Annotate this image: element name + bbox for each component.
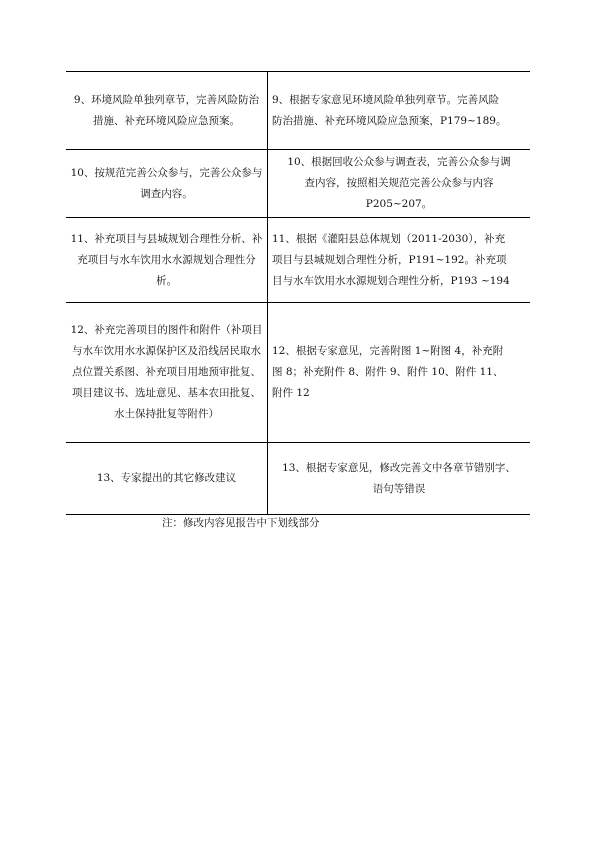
- footnote: 注：修改内容见报告中下划线部分: [162, 517, 320, 529]
- response-line: 目与水车饮用水水源规划合理性分析，P193 ~194: [272, 274, 510, 287]
- table-row: [66, 303, 530, 443]
- table-row: [66, 218, 530, 303]
- table-row: [66, 150, 530, 218]
- expert-opinion-cell: 13、专家提出的其它修改建议: [66, 443, 268, 515]
- expert-opinion-cell: 11、补充项目与县城规划合理性分析、补充项目与水车饮用水水源规划合理性分析。: [66, 218, 268, 303]
- response-line: P205~207。: [365, 198, 433, 210]
- expert-opinion-cell: 9、环境风险单独列章节，完善风险防治措施、补充环境风险应急预案。: [66, 72, 268, 150]
- response-line: 防治措施、补充环境风险应急预案，P179~189。: [272, 114, 507, 127]
- response-line: 图 8；补充附件 8、附件 9、附件 10、附件 11、: [272, 366, 504, 378]
- response-line: 查内容，按照相关规范完善公众参与内容: [304, 177, 494, 189]
- response-line: 项目与县城规划合理性分析，P191~192。补充项: [272, 253, 507, 266]
- expert-opinion-cell: 10、按规范完善公众参与，完善公众参与调查内容。: [66, 150, 268, 218]
- table-row: [66, 72, 530, 150]
- response-line: 12、根据专家意见，完善附图 1~附图 4，补充附: [272, 345, 504, 357]
- response-line: 附件 12: [272, 387, 310, 399]
- response-line: 11、根据《灌阳县总体规划（2011-2030），补充: [272, 232, 506, 245]
- revision-response-cell: [268, 303, 531, 443]
- revision-table: [66, 71, 530, 515]
- response-line: 9、根据专家意见环境风险单独列章节。完善风险: [272, 93, 500, 106]
- response-line: 13、根据专家意见，修改完善文中各章节错别字、: [282, 461, 516, 474]
- response-line: 10、根据回收公众参与调查表，完善公众参与调: [287, 156, 511, 168]
- table-row: [66, 443, 530, 515]
- response-line: 语句等错误: [372, 482, 426, 495]
- revision-response-cell: [268, 150, 531, 218]
- revision-response-cell: [268, 218, 531, 303]
- revision-response-cell: [268, 72, 531, 150]
- revision-response-cell: [268, 443, 531, 515]
- expert-opinion-cell: 12、补充完善项目的图件和附件（补项目与水车饮用水水源保护区及沿线居民取水点位置关系图、补充项目用地预审批复、项目建议书、选址意见、基本农田批复、水土保持批复等附件）: [66, 303, 268, 443]
